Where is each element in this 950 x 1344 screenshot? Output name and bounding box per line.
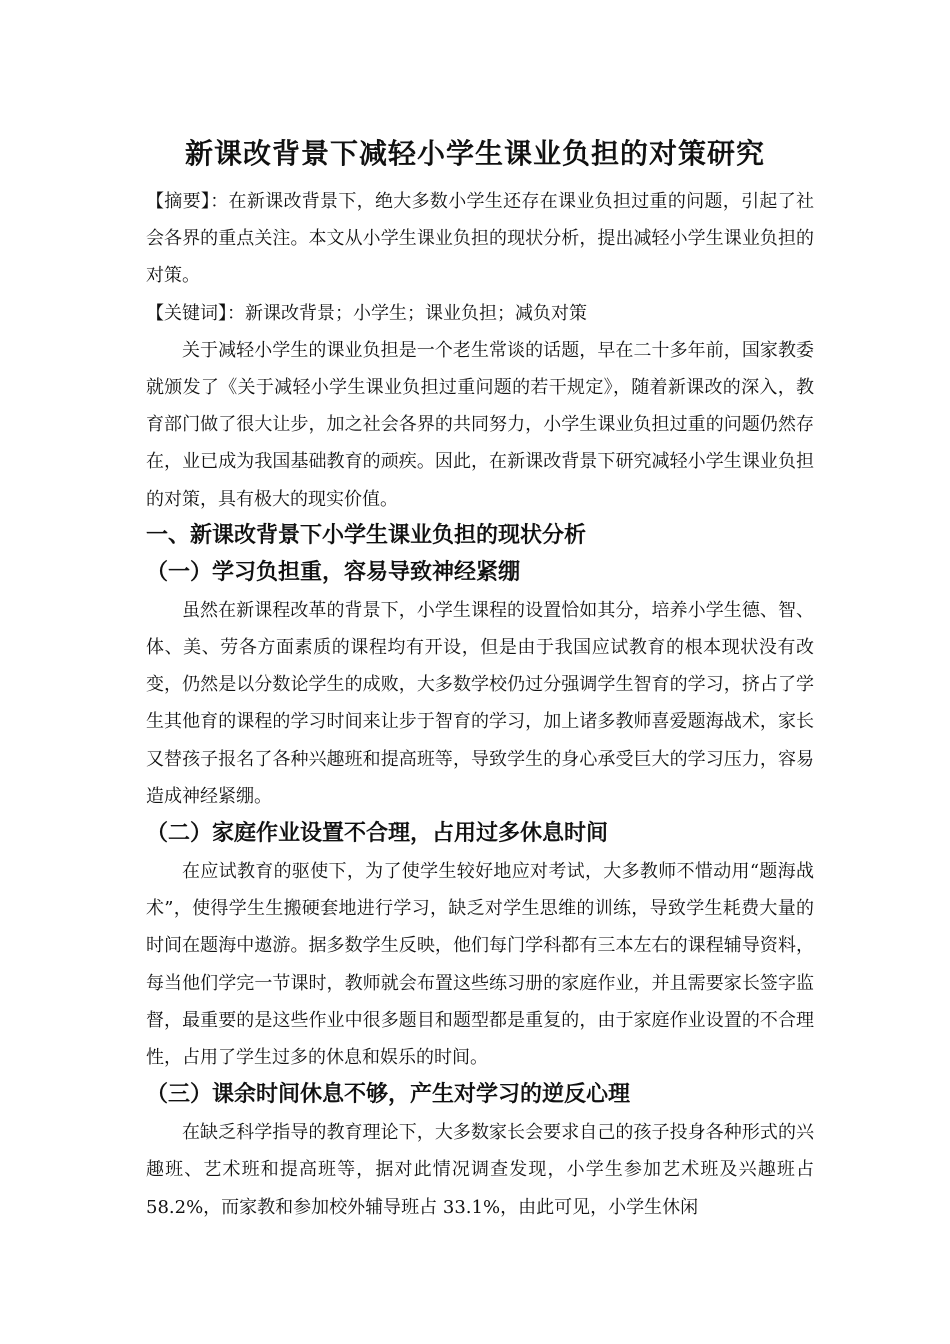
- subsection-3-heading: （三）课余时间休息不够，产生对学习的逆反心理: [146, 1082, 631, 1108]
- keywords-line: 【关键词】：新课改背景；小学生；课业负担；减负对策: [146, 302, 587, 324]
- intro-paragraph: 关于减轻小学生的课业负担是一个老生常谈的话题，早在二十多年前，国家教委就颁发了《关于减轻小学生课业负担过重问题的若干规定》，随着新课改的深入，教育部门做了很大让步，加之社会各界的共同努力，小学生课业负担过重的问题仍然存在，业已成为我国基础教育的顽疾。因此，在新课改背景下研究减轻小学生课业负担的对策，具有极大的现实价值。: [146, 339, 814, 510]
- subsection-2-heading: （二）家庭作业设置不合理，占用过多休息时间: [146, 821, 609, 847]
- document-body: [146, 183, 814, 1226]
- subsection-1-paragraph: 虽然在新课程改革的背景下，小学生课程的设置恰如其分，培养小学生德、智、体、美、劳各方面素质的课程均有开设，但是由于我国应试教育的根本现状没有改变，仍然是以分数论学生的成败，大多数学校仍过分强调学生智育的学习，挤占了学生其他育的课程的学习时间来让步于智育的学习，加上诸多教师喜爱题海战术，家长又替孩子报名了各种兴趣班和提高班等，导致学生的身心承受巨大的学习压力，容易造成神经紧绷。: [146, 599, 814, 807]
- subsection-3-paragraph: 在缺乏科学指导的教育理论下，大多数家长会要求自己的孩子投身各种形式的兴趣班、艺术班和提高班等，据对此情况调查发现，小学生参加艺术班及兴趣班占58.2%，而家教和参加校外辅导班占 33.1%，由此可见，小学生休闲: [146, 1122, 814, 1218]
- section-1-heading: 一、新课改背景下小学生课业负担的现状分析: [146, 522, 587, 548]
- subsection-1-heading: （一）学习负担重，容易导致神经紧绷: [146, 559, 521, 585]
- document-title: 新课改背景下减轻小学生课业负担的对策研究: [184, 137, 765, 170]
- abstract-paragraph: 【摘要】：在新课改背景下，绝大多数小学生还存在课业负担过重的问题，引起了社会各界的重点关注。本文从小学生课业负担的现状分析，提出减轻小学生课业负担的对策。: [146, 191, 814, 287]
- subsection-2-paragraph: 在应试教育的驱使下，为了使学生较好地应对考试，大多教师不惜动用“题海战术”，使得学生生搬硬套地进行学习，缺乏对学生思维的训练，导致学生耗费大量的时间在题海中遨游。据多数学生反映，他们每门学科都有三本左右的课程辅导资料，每当他们学完一节课时，教师就会布置这些练习册的家庭作业，并且需要家长签字监督，最重要的是这些作业中很多题目和题型都是重复的，由于家庭作业设置的不合理性，占用了学生过多的休息和娱乐的时间。: [146, 861, 814, 1069]
